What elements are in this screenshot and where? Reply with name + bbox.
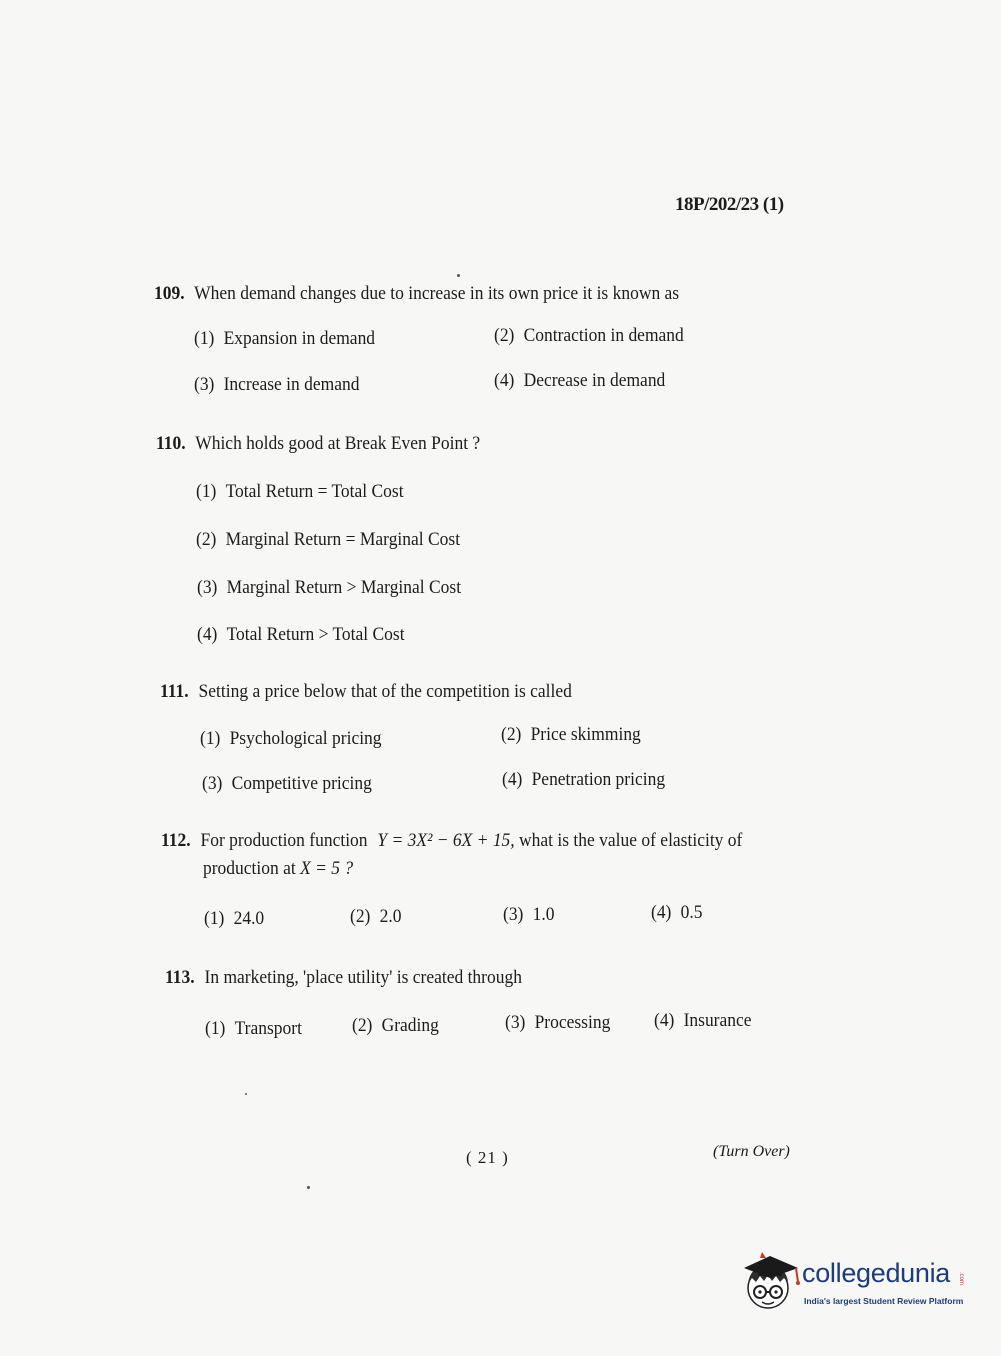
- option-number: (1): [205, 1018, 226, 1039]
- option-number: (2): [352, 1015, 373, 1036]
- option-text: Processing: [534, 1012, 611, 1033]
- question-line2-math: X = 5 ?: [300, 858, 354, 879]
- logo-wordmark: collegedunia: [802, 1258, 951, 1288]
- option-112-3: [503, 904, 554, 926]
- option-109-2: [494, 325, 684, 347]
- option-number: (4): [651, 902, 672, 923]
- option-109-3: [194, 374, 359, 396]
- question-text: When demand changes due to increase in its own price it is known as: [194, 283, 680, 304]
- question-text-after: what is the value of elasticity of: [519, 830, 743, 851]
- option-110-2: [196, 529, 460, 551]
- option-text: Grading: [381, 1015, 439, 1036]
- option-text: Total Return > Total Cost: [226, 624, 405, 645]
- option-111-4: [502, 769, 665, 791]
- question-113: [165, 963, 522, 993]
- option-110-3: [197, 577, 461, 599]
- option-text: Contraction in demand: [523, 325, 684, 346]
- option-number: (1): [204, 908, 225, 929]
- option-number: (1): [196, 481, 217, 502]
- option-text: Price skimming: [530, 724, 641, 745]
- question-112-line2: [203, 858, 353, 880]
- turn-over-note: (Turn Over): [713, 1143, 790, 1160]
- question-112: [161, 826, 742, 856]
- question-111: [160, 677, 572, 707]
- production-formula: Y = 3X² − 6X + 15,: [377, 830, 515, 851]
- option-number: (1): [200, 728, 221, 749]
- option-109-4: [494, 370, 665, 392]
- option-number: (3): [503, 904, 524, 925]
- option-text: 24.0: [233, 908, 265, 929]
- option-text: Total Return = Total Cost: [225, 481, 404, 502]
- option-110-1: [196, 481, 404, 503]
- option-number: (1): [194, 328, 215, 349]
- graduate-mascot-icon: [740, 1248, 802, 1314]
- scan-speck: [245, 1093, 247, 1095]
- option-111-2: [501, 724, 641, 746]
- option-text: 2.0: [379, 906, 402, 927]
- collegedunia-logo: [740, 1248, 972, 1314]
- option-111-3: [202, 773, 372, 795]
- option-112-2: [350, 906, 401, 928]
- option-109-1: [194, 328, 375, 350]
- option-number: (2): [494, 325, 515, 346]
- question-text-before: For production function: [200, 830, 368, 851]
- option-113-4: [654, 1010, 752, 1032]
- paper-code: 18P/202/23 (1): [675, 194, 784, 215]
- question-text: Which holds good at Break Even Point ?: [195, 433, 481, 454]
- question-number: 110.: [156, 433, 186, 454]
- page-number: ( 21 ): [466, 1148, 509, 1167]
- option-number: (3): [197, 577, 218, 598]
- option-number: (4): [502, 769, 523, 790]
- option-112-4: [651, 902, 702, 924]
- logo-tagline: India's largest Student Review Platform: [804, 1296, 964, 1306]
- question-number: 112.: [161, 830, 191, 851]
- scan-speck: [457, 274, 460, 277]
- question-line2-text: production at: [203, 858, 296, 879]
- option-text: Increase in demand: [223, 374, 360, 395]
- option-number: (2): [350, 906, 371, 927]
- option-111-1: [200, 728, 382, 750]
- option-text: Insurance: [683, 1010, 752, 1031]
- option-number: (3): [505, 1012, 526, 1033]
- option-113-3: [505, 1012, 610, 1034]
- option-112-1: [204, 908, 264, 930]
- option-number: (2): [196, 529, 217, 550]
- option-number: (4): [197, 624, 218, 645]
- option-110-4: [197, 624, 405, 646]
- option-number: (4): [494, 370, 515, 391]
- option-number: (4): [654, 1010, 675, 1031]
- question-text: Setting a price below that of the competition is called: [198, 681, 572, 702]
- option-text: Marginal Return > Marginal Cost: [226, 577, 462, 598]
- logo-suffix: .com: [958, 1272, 964, 1286]
- question-110: [156, 429, 480, 459]
- question-number: 113.: [165, 967, 195, 988]
- question-number: 109.: [154, 283, 185, 304]
- option-number: (2): [501, 724, 522, 745]
- option-text: 0.5: [680, 902, 703, 923]
- option-text: Expansion in demand: [223, 328, 376, 349]
- question-text: In marketing, 'place utility' is created through: [204, 967, 522, 988]
- option-text: Marginal Return = Marginal Cost: [225, 529, 461, 550]
- question-109: [154, 279, 679, 309]
- option-113-2: [352, 1015, 439, 1037]
- question-number: 111.: [160, 681, 189, 702]
- scan-speck: [307, 1186, 310, 1189]
- option-text: Decrease in demand: [523, 370, 666, 391]
- option-113-1: [205, 1018, 302, 1040]
- option-text: 1.0: [532, 904, 555, 925]
- option-text: Penetration pricing: [531, 769, 666, 790]
- option-text: Competitive pricing: [231, 773, 372, 794]
- option-text: Psychological pricing: [229, 728, 382, 749]
- option-number: (3): [194, 374, 215, 395]
- option-number: (3): [202, 773, 223, 794]
- option-text: Transport: [234, 1018, 302, 1039]
